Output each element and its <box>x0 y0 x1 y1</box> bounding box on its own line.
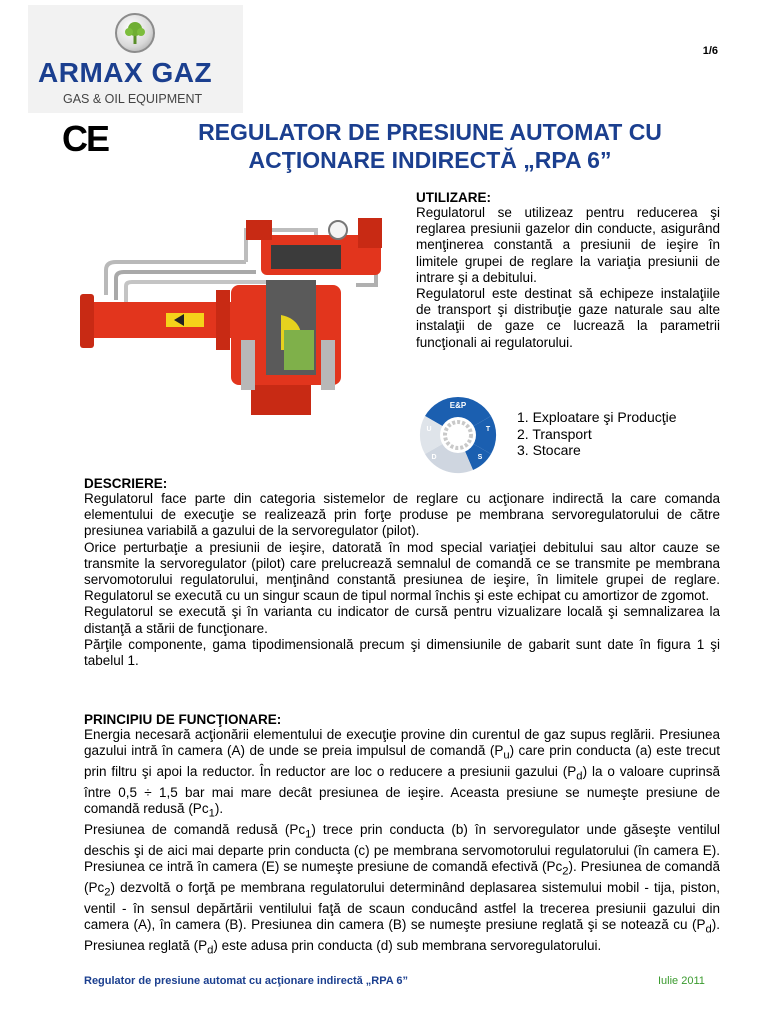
industry-segments-wheel-icon <box>408 395 508 475</box>
segments-list <box>517 409 677 459</box>
wheel-label-ep: E&P <box>449 401 467 410</box>
principiu-paragraph-1: Energia necesară acţionării elementului de execuţie provine din curentul de gaz supus reglării. Presiunea gazului intră în camera (A) de unde se preia impulsul de comandă $(P_u)$ care prin conducta (a) este trecut prin filtru şi apoi la reductor. În reductor are loc o reducere a presiunii gazului $(P_d)$ la o valoare cuprinsă între 0,5 ÷ 1,5 bar mai mare decât presiunea de ieşire. Aceasta presiune se numeşte presiune de comandă redusă $(Pc_1)$. <box>84 727 721 820</box>
page-number: 1/6 <box>702 45 718 57</box>
page-title <box>140 118 720 174</box>
footer-date: Iulie 2011 <box>658 975 705 987</box>
section-utilizare <box>416 190 720 351</box>
footer-document-title: Regulator de presiune automat cu acţionare indirectă „RPA 6” <box>84 975 408 987</box>
wheel-letter-d: D <box>431 454 437 461</box>
title-line-1: REGULATOR DE PRESIUNE AUTOMAT CU <box>198 119 662 145</box>
descriere-paragraph-2: Orice perturbaţie a presiunii de ieşire, datorată în mod special variaţiei debitului sau altor cauze se transmite la servoregulator (pilot) care prelucrează semnalul de comandă ce se transmite pe membrana servomotorului regulatorului, menţinând constantă presiunea de ieşire, în limitele grupei de reglare. Regulatorul se execută cu un singur scaun de tipul normal închis şi este echipat cu amortizor de zgomot. <box>84 539 720 604</box>
utilizare-paragraph-2: Regulatorul este destinat să echipeze instalaţiile de transport şi distribuţie gaze naturale sau alte instalaţii de gaze ce lucrează la parametrii funcţionali ai regulatorului. <box>416 286 720 350</box>
regulator-product-image <box>66 190 406 420</box>
wheel-letter-u: U <box>426 426 432 433</box>
descriere-heading: DESCRIERE: <box>84 476 168 491</box>
logo-name: ARMAX GAZ <box>38 57 213 88</box>
list-item: 1. Exploatare şi Producţie <box>517 409 677 425</box>
utilizare-paragraph-1: Regulatorul se utilizeaz pentru reducerea şi reglarea presiunii gazelor din conducte, asigurând menţinerea constantă a presiunii de ieşire în limitele grupei de reglare la variaţia presiunii de intrare şi a debitului. <box>416 205 720 285</box>
principiu-heading: PRINCIPIU DE FUNCŢIONARE: <box>84 712 282 727</box>
logo-subtitle: GAS & OIL EQUIPMENT <box>63 92 203 106</box>
section-principiu <box>84 712 720 959</box>
list-item: 2. Transport <box>517 425 592 442</box>
principiu-paragraph-2: Presiunea de comandă redusă $(Pc_1)$ trece prin conducta (b) în servoregulator unde găseşte ventilul deschis şi de aici mai departe prin conducta (c) pe membrana servomotorului regulatorului (în camera E). Presiunea ce intră în camera (E) se numeşte presiune de comandă efectivă $(Pc_2)$. Presiunea de comandă $(Pc_2)$ dezvoltă o forţă pe membrana regulatorului determinând deplasarea sistemului mobil - tija, piston, ventil - în sensul depărtării ventilului faţă de scaun conducând astfel la trecerea presiunii gazului din camera (A), în camera (B). Presiunea din camera (B) se numeşte presiune reglată şi se notează cu $(P_d)$. Presiunea reglată $(P_d)$ este adusa prin conducta (d) sub membrana servoregulatorului. <box>84 822 720 957</box>
section-descriere <box>84 476 720 669</box>
list-item: 3. Stocare <box>517 442 581 459</box>
wheel-letter-t: T <box>485 426 491 433</box>
descriere-paragraph-3: Regulatorul se execută şi în varianta cu indicator de cursă pentru vizualizare locală şi semnalizarea la distanţă a stării de funcţionare. <box>84 604 720 636</box>
descriere-paragraph-1: Regulatorul face parte din categoria sistemelor de reglare cu acţionare indirectă la care comanda elementului de execuţie se realizează prin forţe produse pe membrana servoregulatorului de către presiunea variabilă a gazului de la servoregulator (pilot). <box>84 491 720 539</box>
utilizare-heading: UTILIZARE: <box>416 190 491 205</box>
ce-mark: CE <box>62 118 109 159</box>
tree-emblem-icon <box>115 13 155 53</box>
wheel-letter-s: S <box>477 454 483 461</box>
descriere-paragraph-4: Părţile componente, gama tipodimensională precum şi dimensiunile de gabarit sunt date în figura 1 şi tabelul 1. <box>84 636 720 669</box>
title-line-2: ACŢIONARE INDIRECTĂ „RPA 6” <box>248 147 612 173</box>
company-logo <box>28 5 243 113</box>
